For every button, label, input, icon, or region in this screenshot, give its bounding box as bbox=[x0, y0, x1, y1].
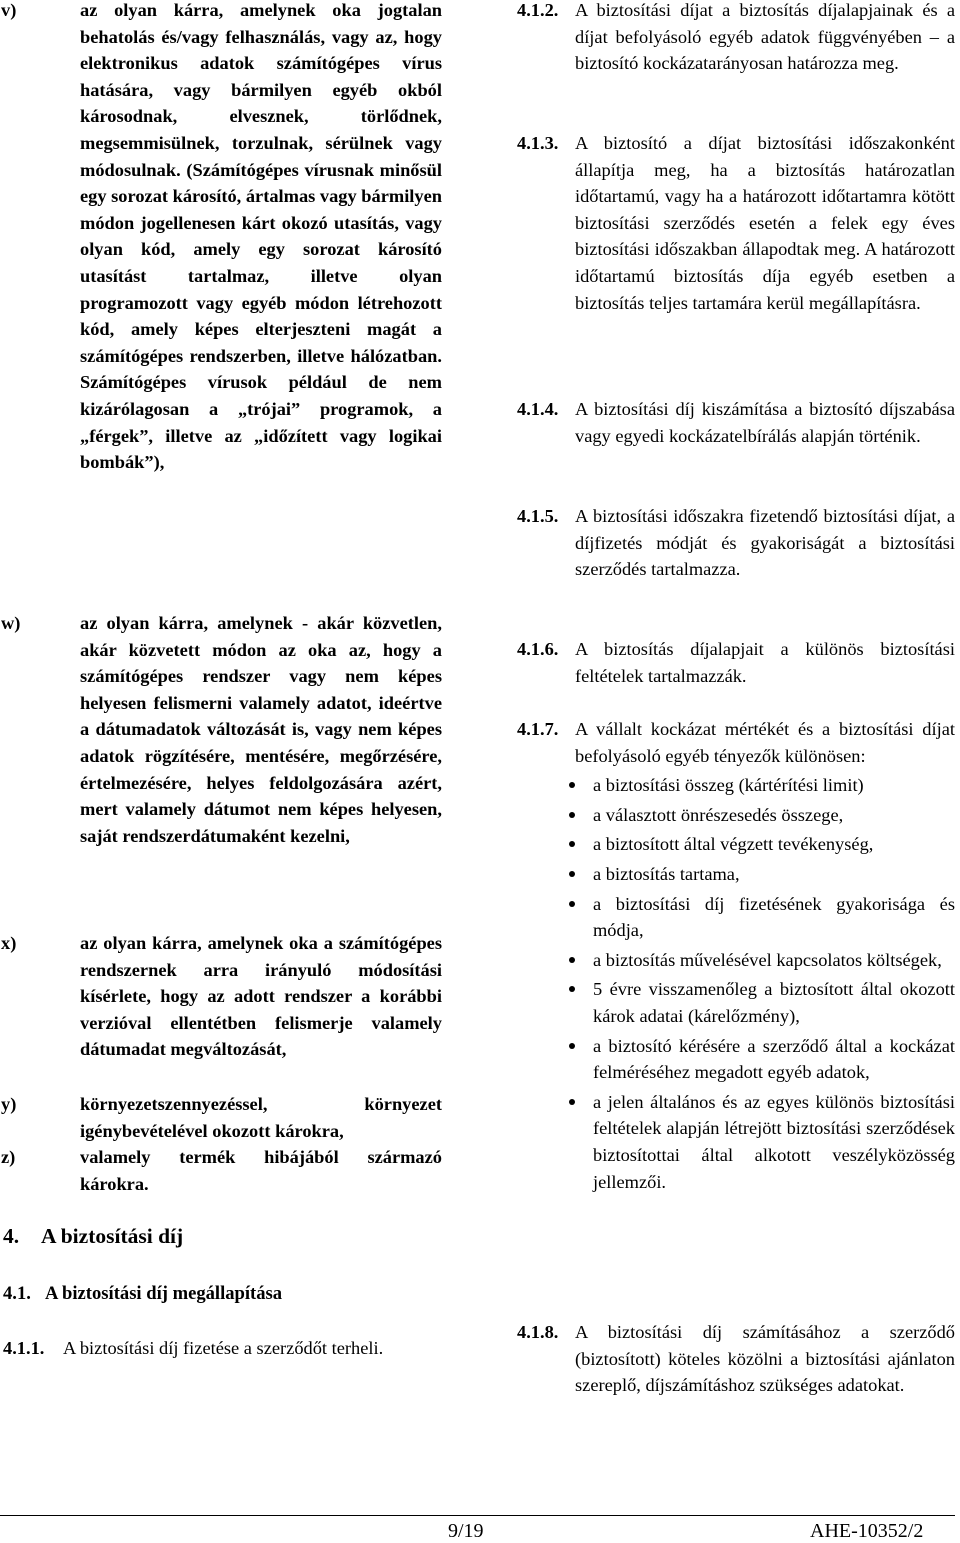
section-text: A biztosítási díj fizetése a szerződőt terheli. bbox=[63, 1338, 384, 1358]
page-number: 9/19 bbox=[448, 1520, 484, 1542]
item-label: y) bbox=[1, 1094, 17, 1114]
list-item: a választott önrészesedés összege, bbox=[593, 802, 955, 829]
bullet-icon bbox=[569, 871, 575, 877]
bullet-icon bbox=[569, 1043, 575, 1049]
section-text: A biztosítás díjalapjait a különös biztosítási feltételek tartalmazzák. bbox=[575, 639, 955, 686]
bullet-icon bbox=[569, 901, 575, 907]
bullet-icon bbox=[569, 782, 575, 788]
section-4-1-4 bbox=[517, 396, 955, 449]
item-label: x) bbox=[1, 933, 17, 953]
section-number: 4.1.8. bbox=[517, 1322, 559, 1342]
exclusion-item-z bbox=[0, 1144, 442, 1197]
bullet-icon bbox=[569, 841, 575, 847]
section-number: 4.1.1. bbox=[3, 1338, 45, 1358]
section-4-1-5 bbox=[517, 503, 955, 583]
list-item: a biztosított által végzett tevékenység, bbox=[593, 831, 955, 858]
section-number: 4.1.7. bbox=[517, 719, 559, 739]
list-item: 5 évre visszamenőleg a biztosított által okozott károk adatai (kárelőzmény), bbox=[593, 976, 955, 1029]
section-4-1-1 bbox=[3, 1335, 445, 1362]
list-item: a biztosítási összeg (kártérítési limit) bbox=[593, 772, 955, 799]
item-label: w) bbox=[1, 613, 21, 633]
section-text: A biztosítási díj kiszámítása a biztosító díjszabása vagy egyedi kockázatelbírálás alapján történik. bbox=[575, 399, 955, 446]
section-text: A biztosító a díjat biztosítási időszakonként állapítja meg, ha a biztosítás határozatlan időtartamú, vagy ha a határozott időtartamra kötött biztosítási szerződés esetén a felek egy éves biztosítási időszakban állapodtak meg. A határozott időtartamú biztosítás díja egyéb esetben a biztosítás teljes tartamára kerül megállapításra. bbox=[575, 133, 955, 313]
section-number: 4.1.4. bbox=[517, 399, 559, 419]
item-label: z) bbox=[1, 1147, 16, 1167]
list-item: a biztosítás tartama, bbox=[593, 861, 955, 888]
section-number: 4.1.6. bbox=[517, 639, 559, 659]
section-4-1-6 bbox=[517, 636, 955, 689]
item-text: környezetszennyezéssel, környezet igénybevételével okozott károkra, bbox=[80, 1094, 442, 1141]
exclusion-item-x bbox=[0, 930, 442, 1063]
item-text: az olyan kárra, amelynek oka a számítógépes rendszernek arra irányuló módosítási kísérlete, hogy az adott rendszer a korábbi verzióval ellentétben felismerje valamely dátumadat megváltozását, bbox=[80, 933, 442, 1060]
section-4-1-8 bbox=[517, 1319, 955, 1399]
list-item: a biztosítás művelésével kapcsolatos költségek, bbox=[593, 947, 955, 974]
item-text: az olyan kárra, amelynek oka jogtalan behatolás és/vagy felhasználás, vagy az, hogy elektronikus adatok számítógépes vírus hatására, vagy bármilyen egyéb okból károsodnak, elvesznek, törlődnek, megsemmisülnek, torzulnak, sérülnek vagy módosulnak. (Számítógépes vírusnak minősül egy sorozat károsító, ártalmas vagy bármilyen módon jogellenesen kárt okozó utasítás, vagy olyan kód, amely egy sorozat károsító utasítást tartalmaz, illetve olyan programozott vagy egyéb módon létrehozott kód, amely képes elterjeszteni magát a számítógépes rendszerben, illetve hálózatban. Számítógépes vírusok például de nem kizárólagosan a „trójai” programok, a „férgek”, illetve az „időzített vagy logikai bombák”), bbox=[80, 0, 442, 473]
bullet-icon bbox=[569, 957, 575, 963]
exclusion-item-w bbox=[0, 610, 442, 849]
heading-title: A biztosítási díj bbox=[41, 1224, 184, 1248]
bullet-icon bbox=[569, 812, 575, 818]
item-text: valamely termék hibájából származó károkra. bbox=[80, 1147, 442, 1194]
section-4-1-3 bbox=[517, 130, 955, 316]
section-number: 4.1.5. bbox=[517, 506, 559, 526]
section-text: A biztosítási díj számításához a szerződő (biztosított) köteles közölni a biztosítási ajánlaton szereplő, díjszámításhoz szükséges adatokat. bbox=[575, 1322, 955, 1396]
list-item: a jelen általános és az egyes különös biztosítási feltételek alapján létrejött biztosítási szerződések biztosítottai által alkotott veszélyközösség jellemzői. bbox=[593, 1089, 955, 1195]
exclusion-item-v bbox=[0, 0, 442, 476]
section-text: A biztosítási díjat a biztosítás díjalapjainak és a díjat befolyásoló egyéb adatok függvényében – a biztosító kockázatarányosan határozza meg. bbox=[575, 0, 955, 74]
bullet-icon bbox=[569, 1099, 575, 1105]
list-item: a biztosító kérésére a szerződő által a kockázat felméréséhez megadott egyéb adatok, bbox=[593, 1033, 955, 1086]
heading-number: 4.1. bbox=[3, 1283, 31, 1304]
document-code: AHE-10352/2 bbox=[810, 1520, 924, 1542]
section-4-1-2 bbox=[517, 0, 955, 77]
exclusion-item-y bbox=[0, 1091, 442, 1144]
section-text: A biztosítási időszakra fizetendő biztosítási díjat, a díjfizetés módját és gyakoriságát a biztosítási szerződés tartalmazza. bbox=[575, 506, 955, 580]
item-text: az olyan kárra, amelynek - akár közvetlen, akár közvetett módon az oka az, hogy a számítógépes rendszer vagy nem képes helyesen felismerni valamely adatot, ideértve a dátumadatok változását is, vagy nem képes adatok rögzítésére, mentésére, megőrzésére, értelmezésére, helyes feldolgozására azért, mert valamely dátumot nem képes helyesen, saját rendszerdátumaként kezelni, bbox=[80, 613, 442, 846]
section-number: 4.1.3. bbox=[517, 133, 559, 153]
footer-divider bbox=[0, 1515, 955, 1516]
section-4-1-7 bbox=[517, 716, 955, 1195]
section-number: 4.1.2. bbox=[517, 0, 559, 20]
section-text: A vállalt kockázat mértékét és a biztosítási díjat befolyásoló egyéb tényezők különösen: bbox=[575, 719, 955, 766]
factor-list bbox=[593, 772, 955, 1195]
item-label: v) bbox=[1, 0, 17, 20]
section-heading-4-1 bbox=[3, 1283, 282, 1305]
bullet-icon bbox=[569, 986, 575, 992]
section-heading-4 bbox=[3, 1224, 183, 1249]
heading-title: A biztosítási díj megállapítása bbox=[45, 1283, 283, 1304]
list-item: a biztosítási díj fizetésének gyakorisága és módja, bbox=[593, 891, 955, 944]
heading-number: 4. bbox=[3, 1224, 20, 1248]
